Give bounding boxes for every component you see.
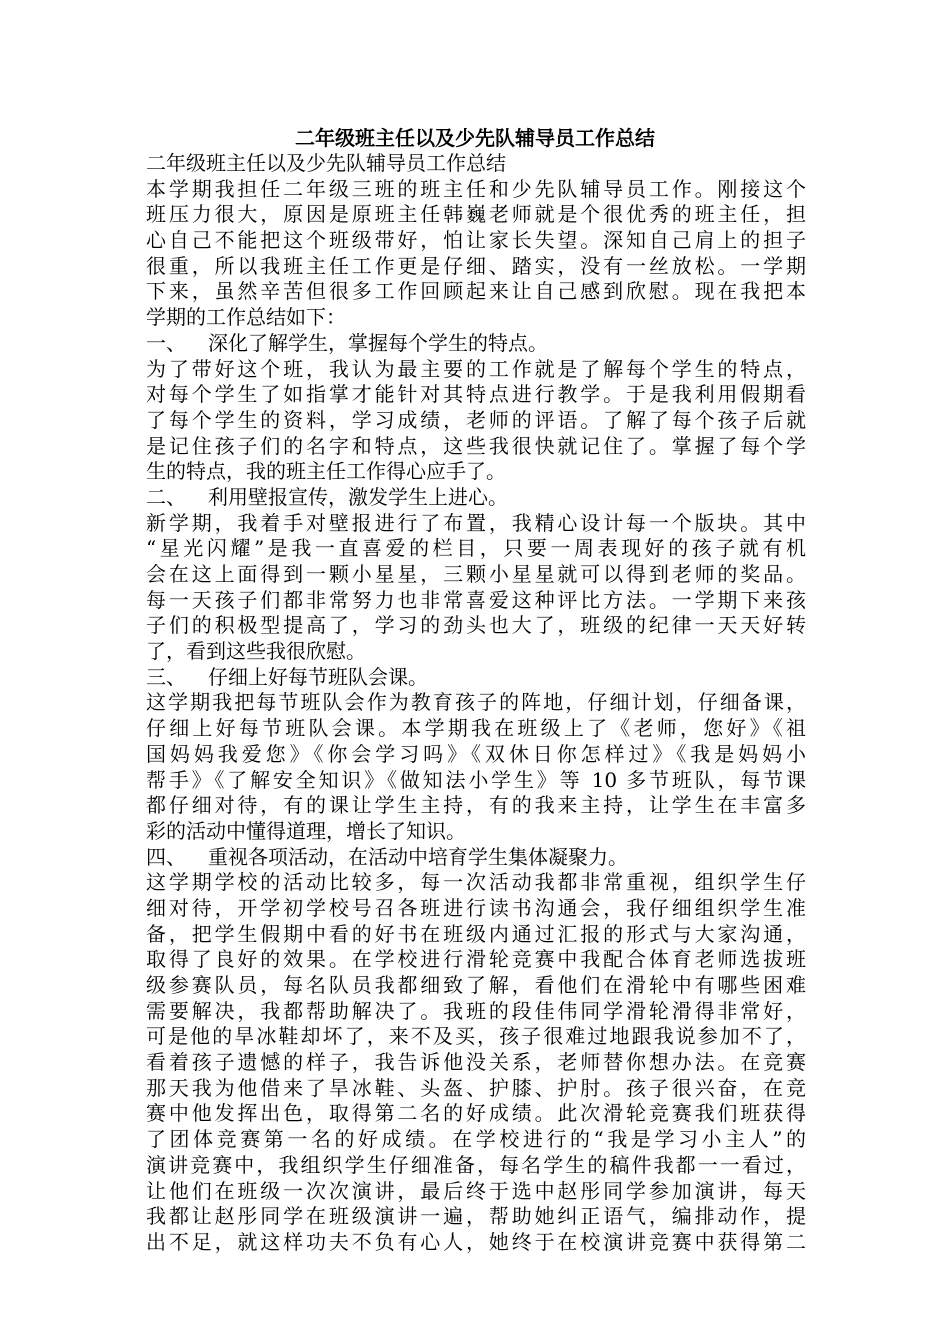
document-subtitle: 二年级班主任以及少先队辅导员工作总结 bbox=[146, 151, 506, 175]
paragraph-line: 赛中他发挥出色，取得第二名的好成绩。此次滑轮竞赛我们班获得 bbox=[146, 1101, 806, 1126]
section-heading bbox=[146, 665, 806, 691]
paragraph-line: 可是他的旱冰鞋却坏了，来不及买，孩子很难过地跟我说参加不了， bbox=[146, 1024, 806, 1049]
paragraph-line: 这学期学校的活动比较多，每一次活动我都非常重视，组织学生仔 bbox=[146, 870, 806, 895]
paragraph-line: 这学期我把每节班队会作为教育孩子的阵地，仔细计划，仔细备课， bbox=[146, 690, 806, 715]
section-number: 一、 bbox=[146, 330, 186, 355]
section-heading-text: 仔细上好每节班队会课。 bbox=[208, 664, 428, 689]
section-heading-text: 重视各项活动，在活动中培育学生集体凝聚力。 bbox=[208, 844, 628, 869]
paragraph-line: 子们的积极型提高了，学习的劲头也大了，班级的纪律一天天好转 bbox=[146, 613, 806, 638]
paragraph-line: 生的特点，我的班主任工作得心应手了。 bbox=[146, 459, 506, 484]
paragraph-line: 是记住孩子们的名字和特点，这些我很快就记住了。掌握了每个学 bbox=[146, 433, 806, 458]
section-number: 二、 bbox=[146, 484, 186, 509]
paragraph-line: 为了带好这个班，我认为最主要的工作就是了解每个学生的特点， bbox=[146, 356, 806, 381]
paragraph-line: 学期的工作总结如下： bbox=[146, 305, 346, 330]
document-title: 二年级班主任以及少先队辅导员工作总结 bbox=[295, 126, 655, 150]
paragraph-line: 让他们在班级一次次演讲，最后终于选中赵彤同学参加演讲，每天 bbox=[146, 1178, 806, 1203]
paragraph-line: 班压力很大，原因是原班主任韩巍老师就是个很优秀的班主任，担 bbox=[146, 202, 806, 227]
paragraph-line: 细对待，开学初学校号召各班进行读书沟通会，我仔细组织学生准 bbox=[146, 895, 806, 920]
section-number: 四、 bbox=[146, 844, 186, 869]
section-heading-text: 利用壁报宣传，激发学生上进心。 bbox=[208, 484, 508, 509]
paragraph-line: 很重，所以我班主任工作更是仔细、踏实，没有一丝放松。一学期 bbox=[146, 253, 806, 278]
paragraph-line: 级参赛队员，每名队员我都细致了解，看他们在滑轮中有哪些困难 bbox=[146, 973, 806, 997]
intro-paragraph bbox=[146, 177, 806, 331]
section-4 bbox=[146, 845, 806, 1256]
document-body bbox=[146, 151, 806, 1256]
paragraph-line: 会在这上面得到一颗小星星，三颗小星星就可以得到老师的奖品。 bbox=[146, 562, 806, 586]
paragraph-line: 彩的活动中懂得道理，增长了知识。 bbox=[146, 818, 466, 843]
paragraph-line: 下来，虽然辛苦但很多工作回顾起来让自己感到欣慰。现在我把本 bbox=[146, 279, 806, 304]
paragraph-line: 每一天孩子们都非常努力也非常喜爱这种评比方法。一学期下来孩 bbox=[146, 587, 806, 612]
paragraph-line: 本学期我担任二年级三班的班主任和少先队辅导员工作。刚接这个 bbox=[146, 176, 806, 201]
paragraph-line: 备，把学生假期中看的好书在班级内通过汇报的形式与大家沟通， bbox=[146, 921, 806, 946]
paragraph-line: 演讲竞赛中，我组织学生仔细准备，每名学生的稿件我都一一看过， bbox=[146, 1152, 806, 1177]
paragraph-line: 那天我为他借来了旱冰鞋、头盔、护膝、护肘。孩子很兴奋，在竞 bbox=[146, 1075, 806, 1100]
section-heading bbox=[146, 331, 806, 357]
paragraph-line: 心自己不能把这个班级带好，怕让家长失望。深知自己肩上的担子 bbox=[146, 228, 806, 253]
section-3 bbox=[146, 665, 806, 845]
paragraph-line: 新学期，我着手对壁报进行了布置，我精心设计每一个版块。其中 bbox=[146, 510, 806, 535]
section-heading bbox=[146, 845, 806, 871]
section-heading-text: 深化了解学生，掌握每个学生的特点。 bbox=[208, 330, 548, 355]
paragraph-line: 我都让赵彤同学在班级演讲一遍，帮助她纠正语气，编排动作，提 bbox=[146, 1204, 806, 1229]
paragraph-line: 了团体竞赛第一名的好成绩。在学校进行的“我是学习小主人”的 bbox=[146, 1127, 806, 1152]
paragraph-line: 了，看到这些我很欣慰。 bbox=[146, 639, 366, 664]
paragraph-line: 仔细上好每节班队会课。本学期我在班级上了《老师，您好》《祖 bbox=[146, 716, 806, 741]
paragraph-line: 取得了良好的效果。在学校进行滑轮竞赛中我配合体育老师选拔班 bbox=[146, 947, 806, 972]
section-2 bbox=[146, 485, 806, 665]
section-1 bbox=[146, 331, 806, 485]
paragraph-line: 了每个学生的资料，学习成绩，老师的评语。了解了每个孩子后就 bbox=[146, 407, 806, 432]
paragraph-line: 对每个学生了如指掌才能针对其特点进行教学。于是我利用假期看 bbox=[146, 382, 806, 407]
paragraph-line: “星光闪耀”是我一直喜爱的栏目，只要一周表现好的孩子就有机 bbox=[146, 536, 806, 561]
paragraph-line: 需要解决，我都帮助解决了。我班的段佳伟同学滑轮滑得非常好， bbox=[146, 998, 806, 1023]
section-heading bbox=[146, 485, 806, 511]
paragraph-line: 看着孩子遗憾的样子，我告诉他没关系，老师替你想办法。在竞赛 bbox=[146, 1050, 806, 1075]
paragraph-line: 都仔细对待，有的课让学生主持，有的我来主持，让学生在丰富多 bbox=[146, 793, 806, 818]
section-number: 三、 bbox=[146, 664, 186, 689]
paragraph-line: 出不足，就这样功夫不负有心人，她终于在校演讲竞赛中获得第二 bbox=[146, 1229, 806, 1254]
paragraph-line: 帮手》《了解安全知识》《做知法小学生》等 10 多节班队，每节课 bbox=[146, 767, 806, 792]
paragraph-line: 国妈妈我爱您》《你会学习吗》《双休日你怎样过》《我是妈妈小 bbox=[146, 741, 806, 766]
